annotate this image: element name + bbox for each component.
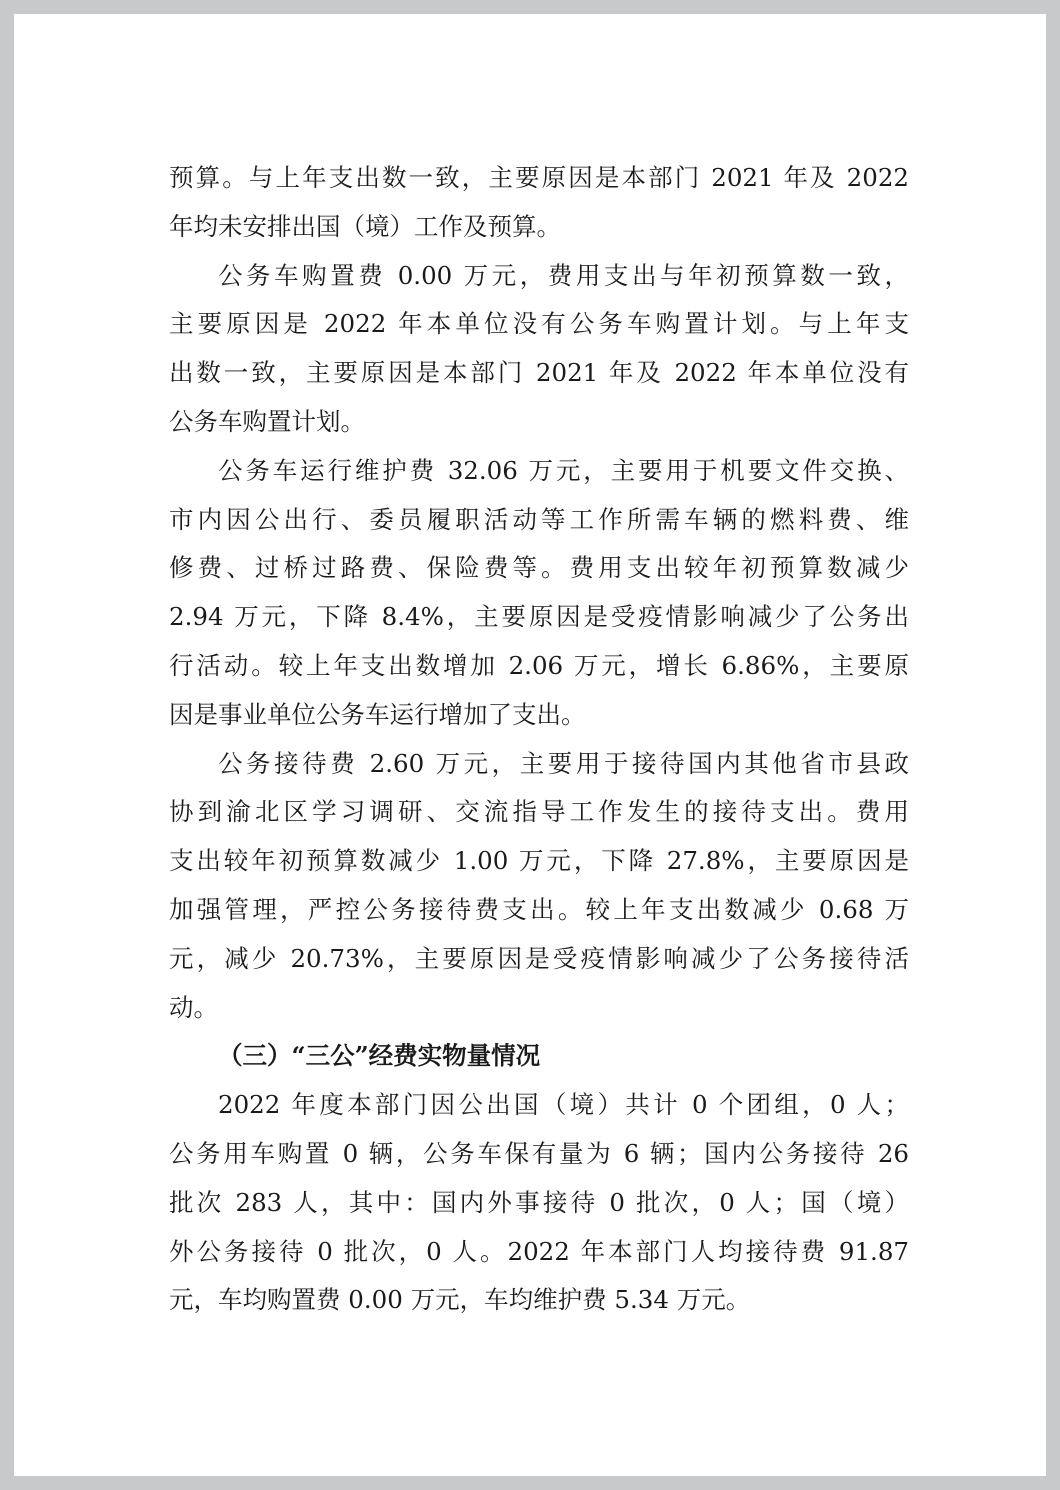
- text-line: 2.94 万元，下降 8.4%，主要原因是受疫情影响减少了公务出: [169, 602, 909, 632]
- text-line: 2022 年度本部门因公出国（境）共计 0 个团组，0 人；: [218, 1090, 909, 1120]
- paragraph-p3: [169, 740, 909, 1033]
- text-line: 公务车购置计划。: [169, 406, 365, 436]
- text-line: 主要原因是 2022 年本单位没有公务车购置计划。与上年支: [169, 309, 909, 339]
- text-line: 元，减少 20.73%，主要原因是受疫情影响减少了公务接待活: [169, 943, 909, 973]
- text-line: 元，车均购置费 0.00 万元，车均维护费 5.34 万元。: [169, 1285, 751, 1315]
- paragraph-p2: [169, 447, 909, 740]
- text-line: 支出较年初预算数减少 1.00 万元，下降 27.8%，主要原因是: [169, 846, 909, 876]
- paragraph-p4: [169, 1081, 909, 1325]
- text-line: 外公务接待 0 批次，0 人。2022 年本部门人均接待费 91.87: [169, 1236, 909, 1266]
- text-line: 公务用车购置 0 辆，公务车保有量为 6 辆；国内公务接待 26: [169, 1138, 909, 1168]
- text-line: 动。: [169, 992, 218, 1022]
- text-line: 出数一致，主要原因是本部门 2021 年及 2022 年本单位没有: [169, 358, 909, 388]
- text-line: 市内因公出行、委员履职活动等工作所需车辆的燃料费、维: [169, 504, 909, 534]
- text-line: 加强管理，严控公务接待费支出。较上年支出数减少 0.68 万: [169, 894, 909, 924]
- text-line: 批次 283 人，其中：国内外事接待 0 批次，0 人；国（境）: [169, 1187, 909, 1217]
- text-line: 公务车购置费 0.00 万元，费用支出与年初预算数一致，: [218, 260, 909, 290]
- text-line: 公务车运行维护费 32.06 万元，主要用于机要文件交换、: [218, 455, 909, 485]
- text-line: 行活动。较上年支出数增加 2.06 万元，增长 6.86%，主要原: [169, 650, 909, 680]
- paragraph-p1: [169, 252, 909, 447]
- text-line: 公务接待费 2.60 万元，主要用于接待国内其他省市县政: [218, 748, 909, 778]
- heading-text: （三）“三公”经费实物量情况: [218, 1041, 541, 1071]
- text-line: 协到渝北区学习调研、交流指导工作发生的接待支出。费用: [169, 797, 909, 827]
- document-body: [169, 154, 909, 1325]
- text-line: 修费、过桥过路费、保险费等。费用支出较年初预算数减少: [169, 553, 909, 583]
- document-page: [14, 14, 1046, 1476]
- text-line: 年均未安排出国（境）工作及预算。: [169, 211, 561, 241]
- text-line: 因是事业单位公务车运行增加了支出。: [169, 699, 586, 729]
- text-line: 预算。与上年支出数一致，主要原因是本部门 2021 年及 2022: [169, 163, 909, 192]
- section-heading: [169, 1032, 909, 1081]
- paragraph-p0: [169, 154, 909, 252]
